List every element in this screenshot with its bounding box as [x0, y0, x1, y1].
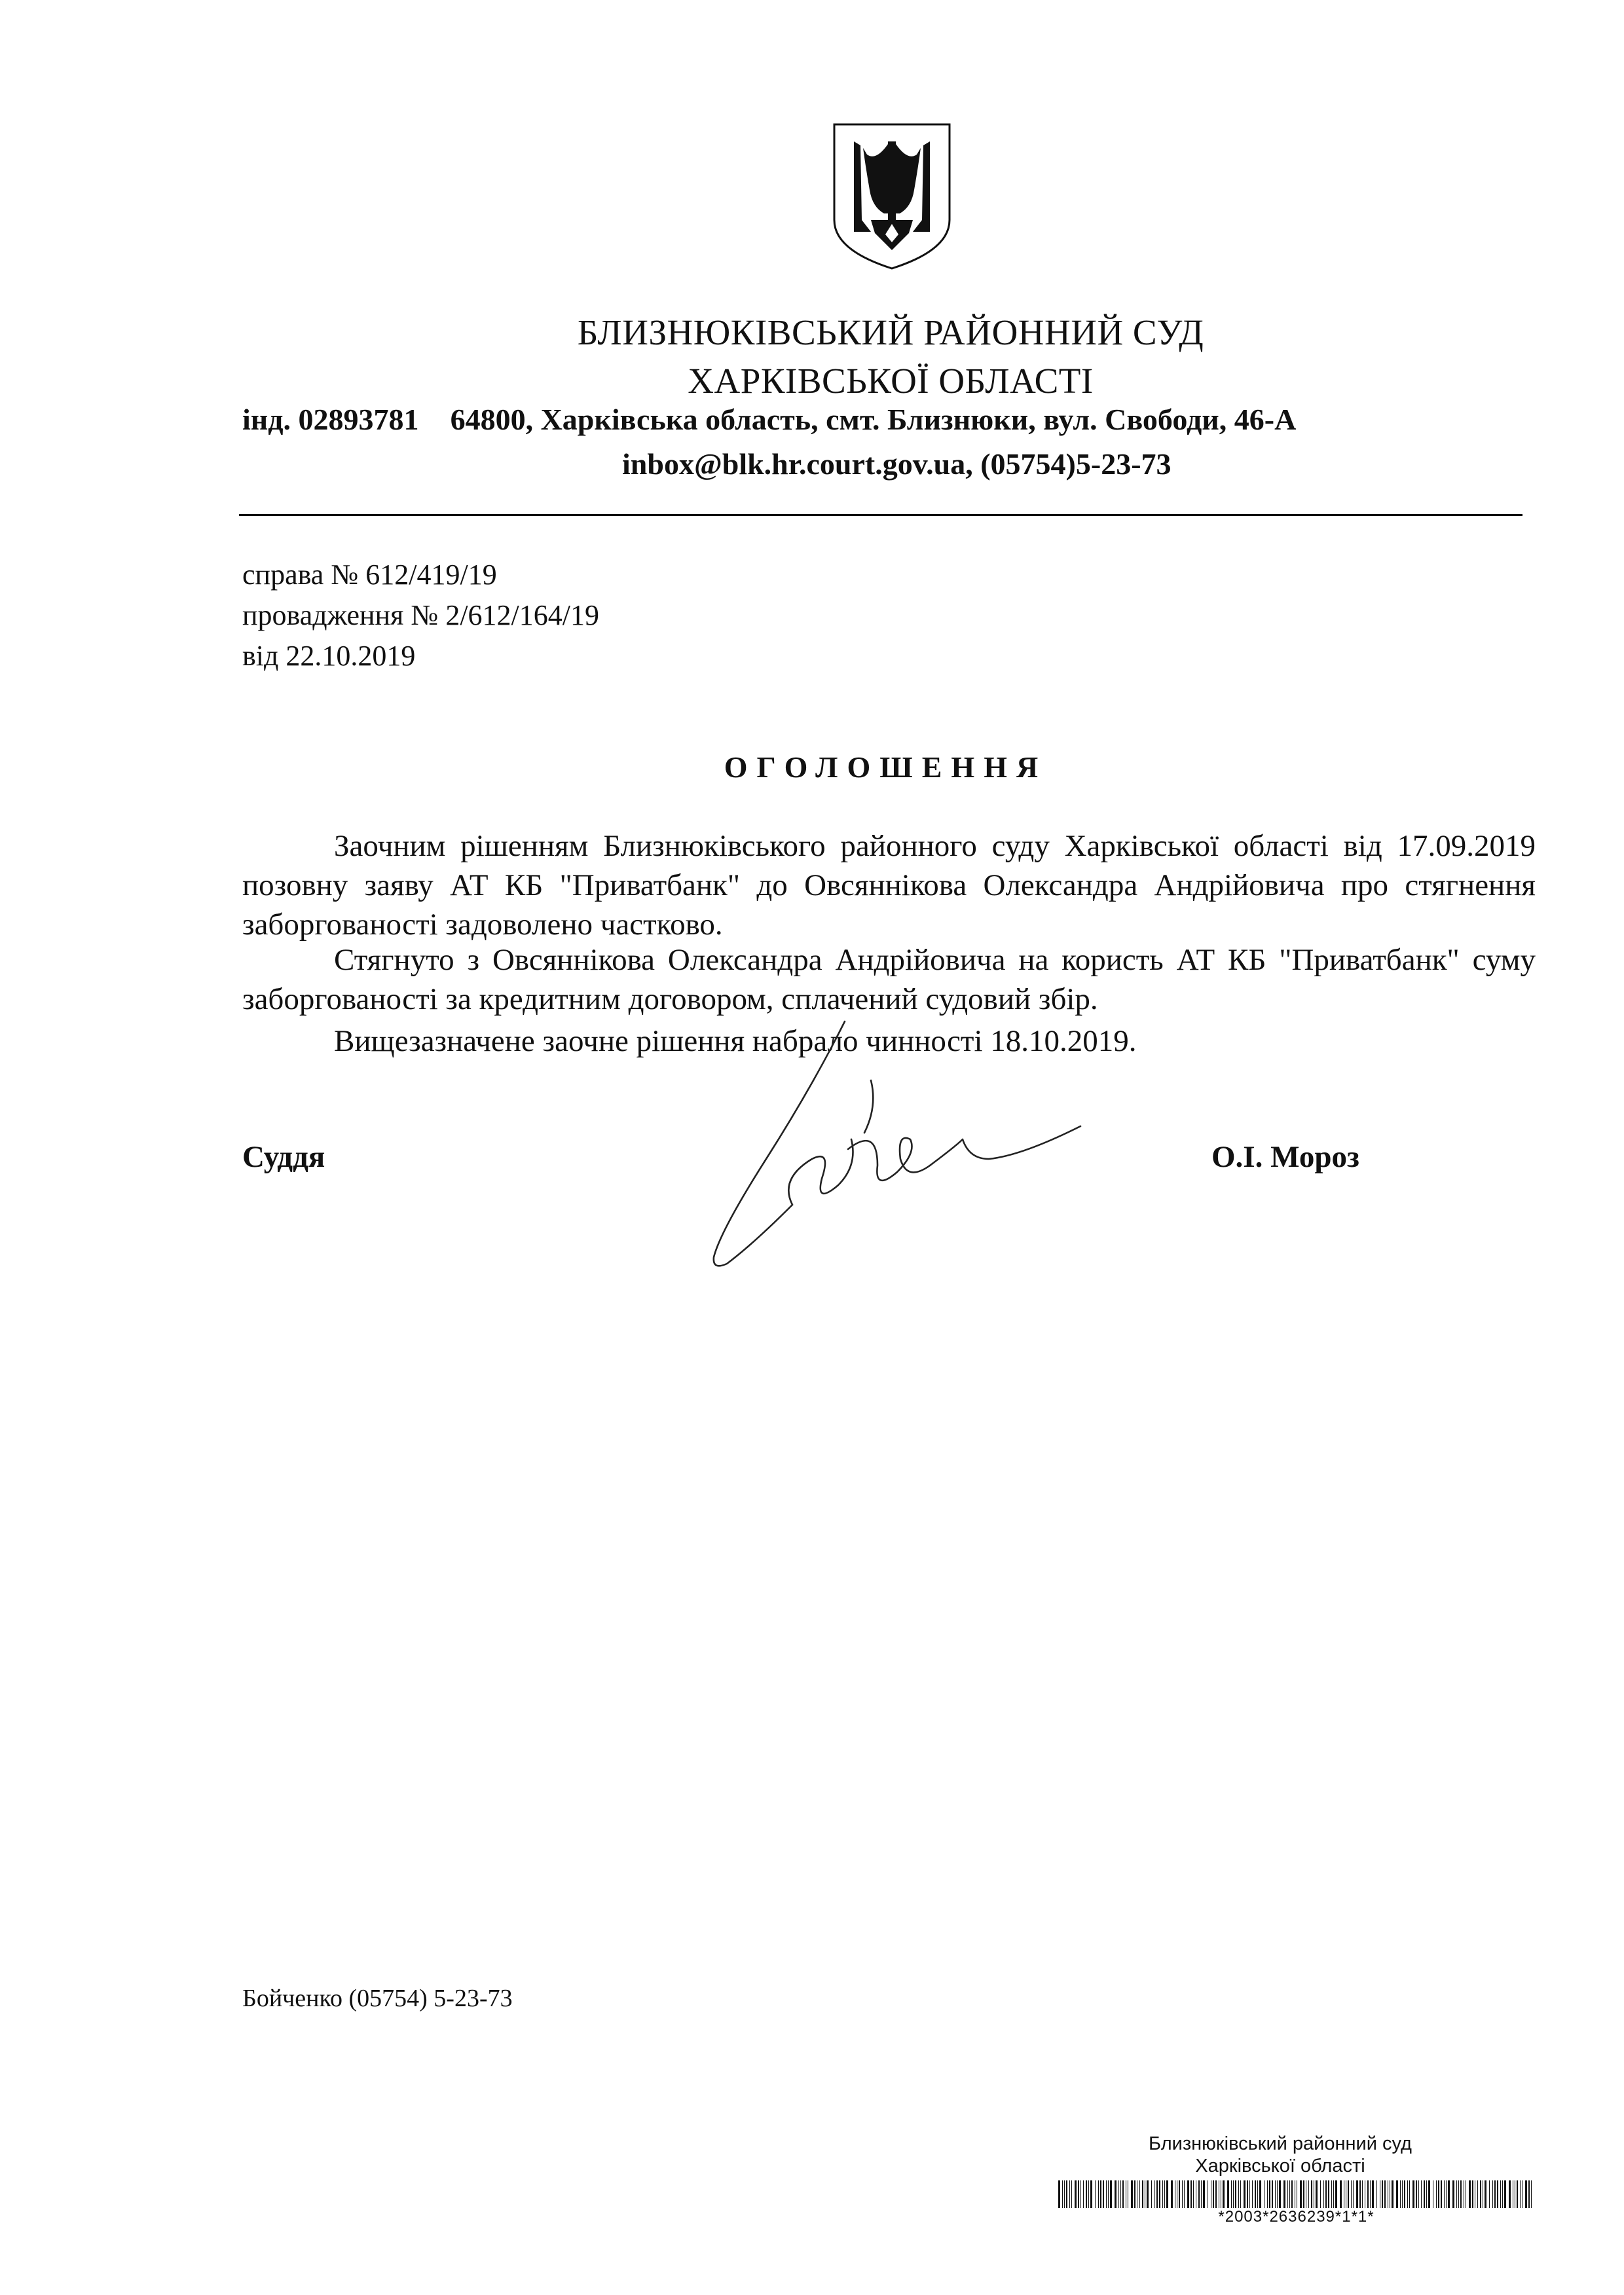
signatory-name: О.І. Мороз — [1211, 1140, 1359, 1174]
executor-contact: Бойченко (05754) 5-23-73 — [242, 1985, 513, 2012]
handwritten-signature — [681, 1008, 1100, 1283]
court-address: 64800, Харківська область, смт. Близнюки, вул. Свободи, 46-А — [450, 403, 1297, 436]
trident-coat-of-arms-icon — [830, 122, 953, 271]
registration-stamp-line2: Харківської області — [1195, 2156, 1365, 2176]
barcode — [1056, 2180, 1537, 2208]
body-paragraph-2: Стягнуто з Овсяннікова Олександра Андрійовича на користь АТ КБ "Приватбанк" суму заборгованості за кредитним договором, сплачений судовий збір. — [242, 943, 1536, 1016]
barcode-number: *2003*2636239*1*1* — [1218, 2208, 1375, 2226]
court-name-line2: ХАРКІВСЬКОЇ ОБЛАСТІ — [688, 361, 1094, 401]
body-paragraph-1: Заочним рішенням Близнюківського районного суду Харківської області від 17.09.2019 позовну заяву АТ КБ "Приватбанк" до Овсяннікова Олександра Андрійовича про стягнення заборгованості задоволено частково. — [242, 829, 1536, 942]
document-title: ОГОЛОШЕННЯ — [724, 750, 1048, 784]
court-name-line1: БЛИЗНЮКІВСЬКИЙ РАЙОННИЙ СУД — [577, 312, 1204, 352]
document-date: від 22.10.2019 — [242, 640, 416, 672]
proceeding-number: провадження № 2/612/164/19 — [242, 599, 599, 631]
case-number: справа № 612/419/19 — [242, 559, 497, 591]
body-paragraph-3: Вищезазначене заочне рішення набрало чинності 18.10.2019. — [334, 1024, 1137, 1058]
header-divider — [239, 514, 1522, 516]
court-contacts: inbox@blk.hr.court.gov.ua, (05754)5-23-73 — [622, 447, 1172, 481]
court-index: інд. 02893781 — [242, 403, 419, 436]
court-address-line — [242, 402, 1296, 437]
registration-stamp-line1: Близнюківський районний суд — [1149, 2133, 1412, 2154]
signatory-role: Суддя — [242, 1140, 325, 1174]
